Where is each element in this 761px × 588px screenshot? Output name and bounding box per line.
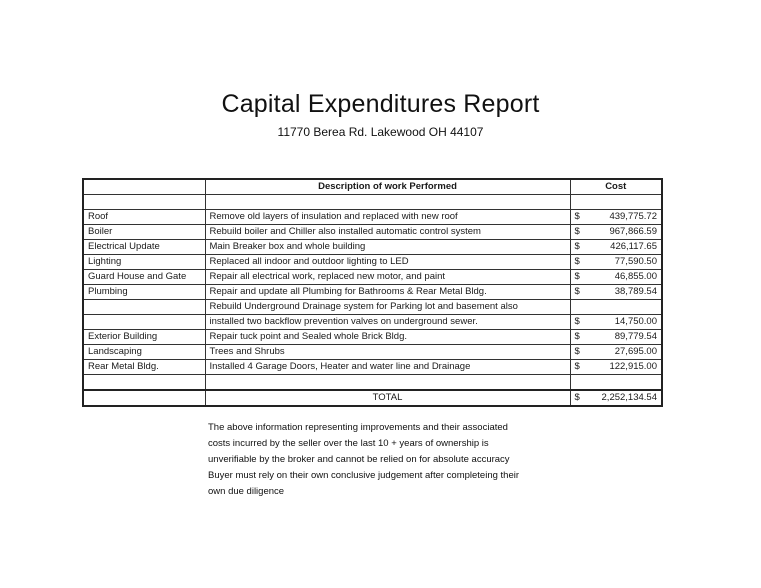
row-item: [83, 300, 205, 315]
total-cost-cell: [570, 390, 662, 406]
row-description: installed two backflow prevention valves on underground sewer.: [205, 315, 570, 330]
disclaimer-line: The above information representing improvements and their associated: [208, 422, 508, 433]
row-item: Roof: [83, 210, 205, 225]
disclaimer-line: costs incurred by the seller over the last 10 + years of ownership is: [208, 438, 489, 449]
total-amount: 2,252,134.54: [601, 392, 657, 403]
header-item: [83, 179, 205, 195]
disclaimer-line: unverifiable by the broker and cannot be relied on for absolute accuracy: [208, 454, 510, 465]
disclaimer-line: Buyer must rely on their own conclusive judgement after completeing their: [208, 470, 520, 481]
row-currency: $: [574, 361, 580, 372]
row-cost: 439,775.72: [609, 211, 657, 222]
row-description: Remove old layers of insulation and replaced with new roof: [205, 210, 570, 225]
table-row: [83, 345, 662, 360]
row-description: Repair tuck point and Sealed whole Brick Bldg.: [205, 330, 570, 345]
row-description: Installed 4 Garage Doors, Heater and water line and Drainage: [205, 360, 570, 375]
table-row: [83, 210, 662, 225]
row-description: Rebuild boiler and Chiller also installed automatic control system: [205, 225, 570, 240]
row-cost-cell: [570, 300, 662, 315]
report-address: 11770 Berea Rd. Lakewood OH 44107: [277, 125, 484, 139]
table-row: [83, 270, 662, 285]
table-row: [83, 330, 662, 345]
table-row: [83, 315, 662, 330]
row-cost-cell: [570, 270, 662, 285]
row-currency: $: [574, 226, 580, 237]
row-item: [83, 315, 205, 330]
row-cost: 27,695.00: [614, 346, 657, 357]
row-currency: $: [574, 256, 580, 267]
table-spacer-row: [83, 375, 662, 391]
row-cost-cell: [570, 330, 662, 345]
row-cost: 46,855.00: [614, 271, 657, 282]
row-description: Rebuild Underground Drainage system for Parking lot and basement also: [205, 300, 570, 315]
disclaimer-line: own due diligence: [208, 486, 285, 497]
row-currency: $: [574, 346, 580, 357]
table-total-row: [83, 390, 662, 406]
row-cost-cell: [570, 285, 662, 300]
header-cost: Cost: [570, 179, 662, 195]
table-row: [83, 360, 662, 375]
row-cost: 967,866.59: [609, 226, 657, 237]
table-row: [83, 300, 662, 315]
row-item: Exterior Building: [83, 330, 205, 345]
disclaimer: [208, 420, 538, 500]
row-item: Electrical Update: [83, 240, 205, 255]
row-currency: $: [574, 331, 580, 342]
row-description: Repair and update all Plumbing for Bathrooms & Rear Metal Bldg.: [205, 285, 570, 300]
row-cost: 89,779.54: [614, 331, 657, 342]
report-title: Capital Expenditures Report: [221, 90, 540, 118]
row-item: Rear Metal Bldg.: [83, 360, 205, 375]
row-currency: $: [574, 286, 580, 297]
row-currency: $: [574, 211, 580, 222]
total-label: TOTAL: [205, 390, 570, 406]
header-description: Description of work Performed: [205, 179, 570, 195]
row-description: Trees and Shrubs: [205, 345, 570, 360]
row-cost-cell: [570, 345, 662, 360]
row-cost: 426,117.65: [610, 241, 657, 252]
row-item: Guard House and Gate: [83, 270, 205, 285]
row-currency: $: [574, 241, 580, 252]
total-currency: $: [574, 392, 580, 403]
table-row: [83, 225, 662, 240]
row-currency: $: [574, 316, 580, 327]
row-description: Replaced all indoor and outdoor lighting to LED: [205, 255, 570, 270]
row-description: Main Breaker box and whole building: [205, 240, 570, 255]
row-cost: 122,915.00: [609, 361, 657, 372]
row-item: Boiler: [83, 225, 205, 240]
row-cost: 77,590.50: [614, 256, 657, 267]
row-cost-cell: [570, 315, 662, 330]
row-item: Lighting: [83, 255, 205, 270]
row-cost-cell: [570, 255, 662, 270]
table-header-row: [83, 179, 662, 195]
row-description: Repair all electrical work, replaced new motor, and paint: [205, 270, 570, 285]
table-row: [83, 285, 662, 300]
row-cost-cell: [570, 225, 662, 240]
table-spacer-row: [83, 195, 662, 210]
row-cost: 14,750.00: [614, 316, 657, 327]
total-empty-cell: [83, 390, 205, 406]
row-currency: $: [574, 271, 580, 282]
row-item: Landscaping: [83, 345, 205, 360]
expenditures-table: [82, 178, 663, 407]
row-cost-cell: [570, 360, 662, 375]
row-cost-cell: [570, 240, 662, 255]
row-cost: 38,789.54: [614, 286, 657, 297]
table-row: [83, 255, 662, 270]
row-cost-cell: [570, 210, 662, 225]
row-item: Plumbing: [83, 285, 205, 300]
table-row: [83, 240, 662, 255]
